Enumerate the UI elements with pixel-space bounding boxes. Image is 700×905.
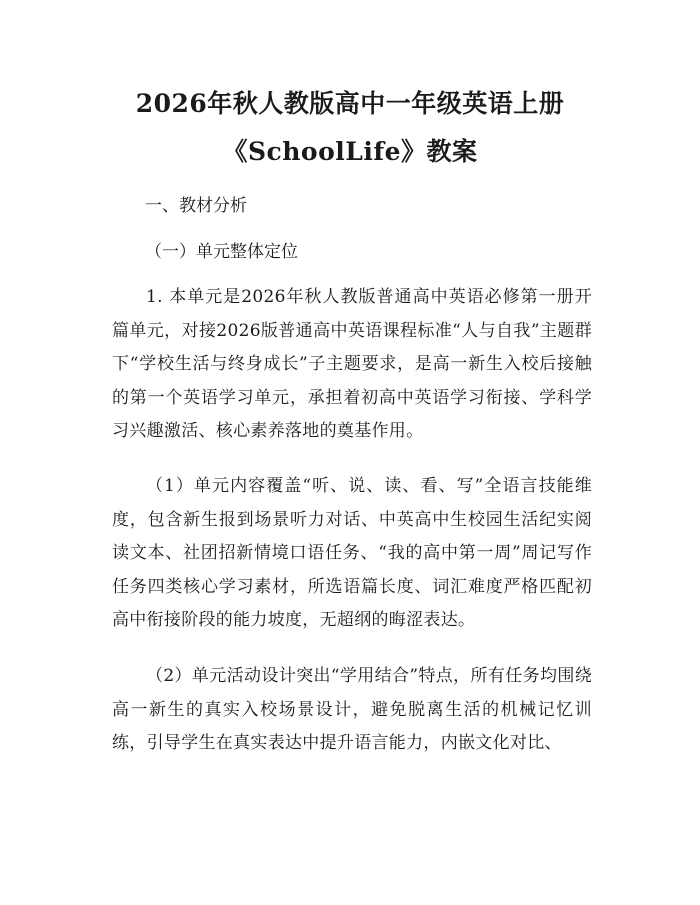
paragraph-unit-content: （1）单元内容覆盖“听、说、读、看、写”全语言技能维度，包含新生报到场景听力对话、中英高中生校园生活纪实阅读文本、社团招新情境口语任务、“我的高中第一周”周记写作任务四类核心学习素材，所选语篇长度、词汇难度严格匹配初高中衔接阶段的能力坡度，无超纲的晦涩表达。 <box>112 476 592 630</box>
subsection-heading-unit-positioning: （一）单元整体定位 <box>145 242 298 262</box>
paragraph-unit-activities: （2）单元活动设计突出“学用结合”特点，所有任务均围绕高一新生的真实入校场景设计，避免脱离生活的机械记忆训练，引导学生在真实表达中提升语言能力，内嵌文化对比、 <box>112 666 592 753</box>
paragraph-unit-overview: 1. 本单元是2026年秋人教版普通高中英语必修第一册开篇单元，对接2026版普通高中英语课程标准“人与自我”主题群下“学校生活与终身成长”子主题要求，是高一新生入校后接触的第一个英语学习单元，承担着初高中英语学习衔接、学科学习兴趣激活、核心素养落地的奠基作用。 <box>112 287 592 441</box>
document-title-line-2: 《SchoolLife》教案 <box>222 137 478 166</box>
section-heading-textbook-analysis: 一、教材分析 <box>145 196 247 216</box>
document-title-line-1: 2026年秋人教版高中一年级英语上册 <box>135 89 565 118</box>
